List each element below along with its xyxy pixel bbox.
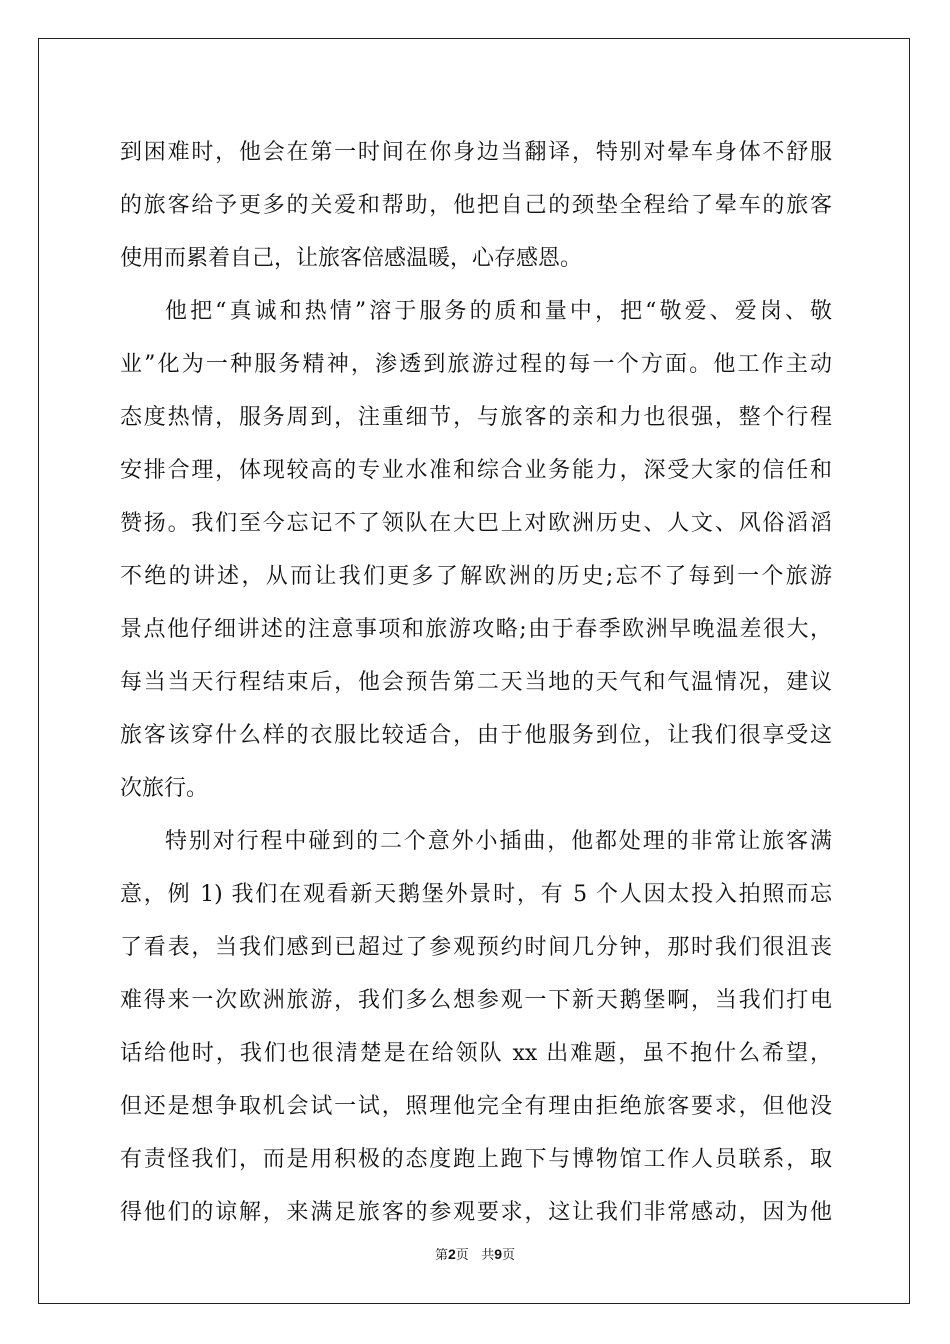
page-suffix: 页 <box>502 1248 516 1263</box>
document-body <box>120 126 832 1239</box>
text-line: 安排合理，体现较高的专业水准和综合业务能力，深受大家的信任和 <box>120 458 832 483</box>
total-page-number: 9 <box>494 1246 502 1262</box>
text-line: 不绝的讲述，从而让我们更多了解欧洲的历史;忘不了每到一个旅游 <box>120 564 832 589</box>
current-page-number: 2 <box>448 1246 456 1262</box>
page-prefix: 第 <box>434 1248 448 1263</box>
text-line: 业”化为一种服务精神，渗透到旅游过程的每一个方面。他工作主动 <box>120 352 832 377</box>
text-line: 难得来一次欧洲旅游，我们多么想参观一下新天鹅堡啊，当我们打电 <box>120 988 832 1013</box>
text-line: 有责怪我们，而是用积极的态度跑上跑下与博物馆工作人员联系，取 <box>120 1147 832 1172</box>
text-line: 话给他时，我们也很清楚是在给领队 xx 出难题，虽不抱什么希望， <box>120 1041 832 1066</box>
text-line: 赞扬。我们至今忘记不了领队在大巴上对欧洲历史、人文、风俗滔滔 <box>120 511 832 536</box>
text-line: 的旅客给予更多的关爱和帮助，他把自己的颈垫全程给了晕车的旅客 <box>120 193 832 218</box>
text-line: 他把“真诚和热情”溶于服务的质和量中，把“敬爱、爱岗、敬 <box>165 299 832 324</box>
text-line: 使用而累着自己，让旅客倍感温暖，心存感恩。 <box>120 246 583 271</box>
page-number-footer <box>0 1244 950 1263</box>
text-line: 了看表，当我们感到已超过了参观预约时间几分钟，那时我们很沮丧 <box>120 935 832 960</box>
text-line: 次旅行。 <box>120 776 209 801</box>
text-line: 景点他仔细讲述的注意事项和旅游攻略;由于春季欧洲早晚温差很大， <box>120 617 832 642</box>
text-line: 态度热情，服务周到，注重细节，与旅客的亲和力也很强，整个行程 <box>120 405 832 430</box>
text-line: 意，例 1) 我们在观看新天鹅堡外景时，有 5 个人因太投入拍照而忘 <box>120 882 832 907</box>
text-line: 到困难时，他会在第一时间在你身边当翻译，特别对晕车身体不舒服 <box>120 140 832 165</box>
text-line: 每当当天行程结束后，他会预告第二天当地的天气和气温情况，建议 <box>120 670 832 695</box>
text-line: 旅客该穿什么样的衣服比较适合，由于他服务到位，让我们很享受这 <box>120 723 832 748</box>
page-mid: 页 共 <box>455 1248 495 1263</box>
text-line: 得他们的谅解，来满足旅客的参观要求，这让我们非常感动，因为他 <box>120 1200 832 1225</box>
text-line: 特别对行程中碰到的二个意外小插曲，他都处理的非常让旅客满 <box>165 829 832 854</box>
text-line: 但还是想争取机会试一试，照理他完全有理由拒绝旅客要求，但他没 <box>120 1094 832 1119</box>
